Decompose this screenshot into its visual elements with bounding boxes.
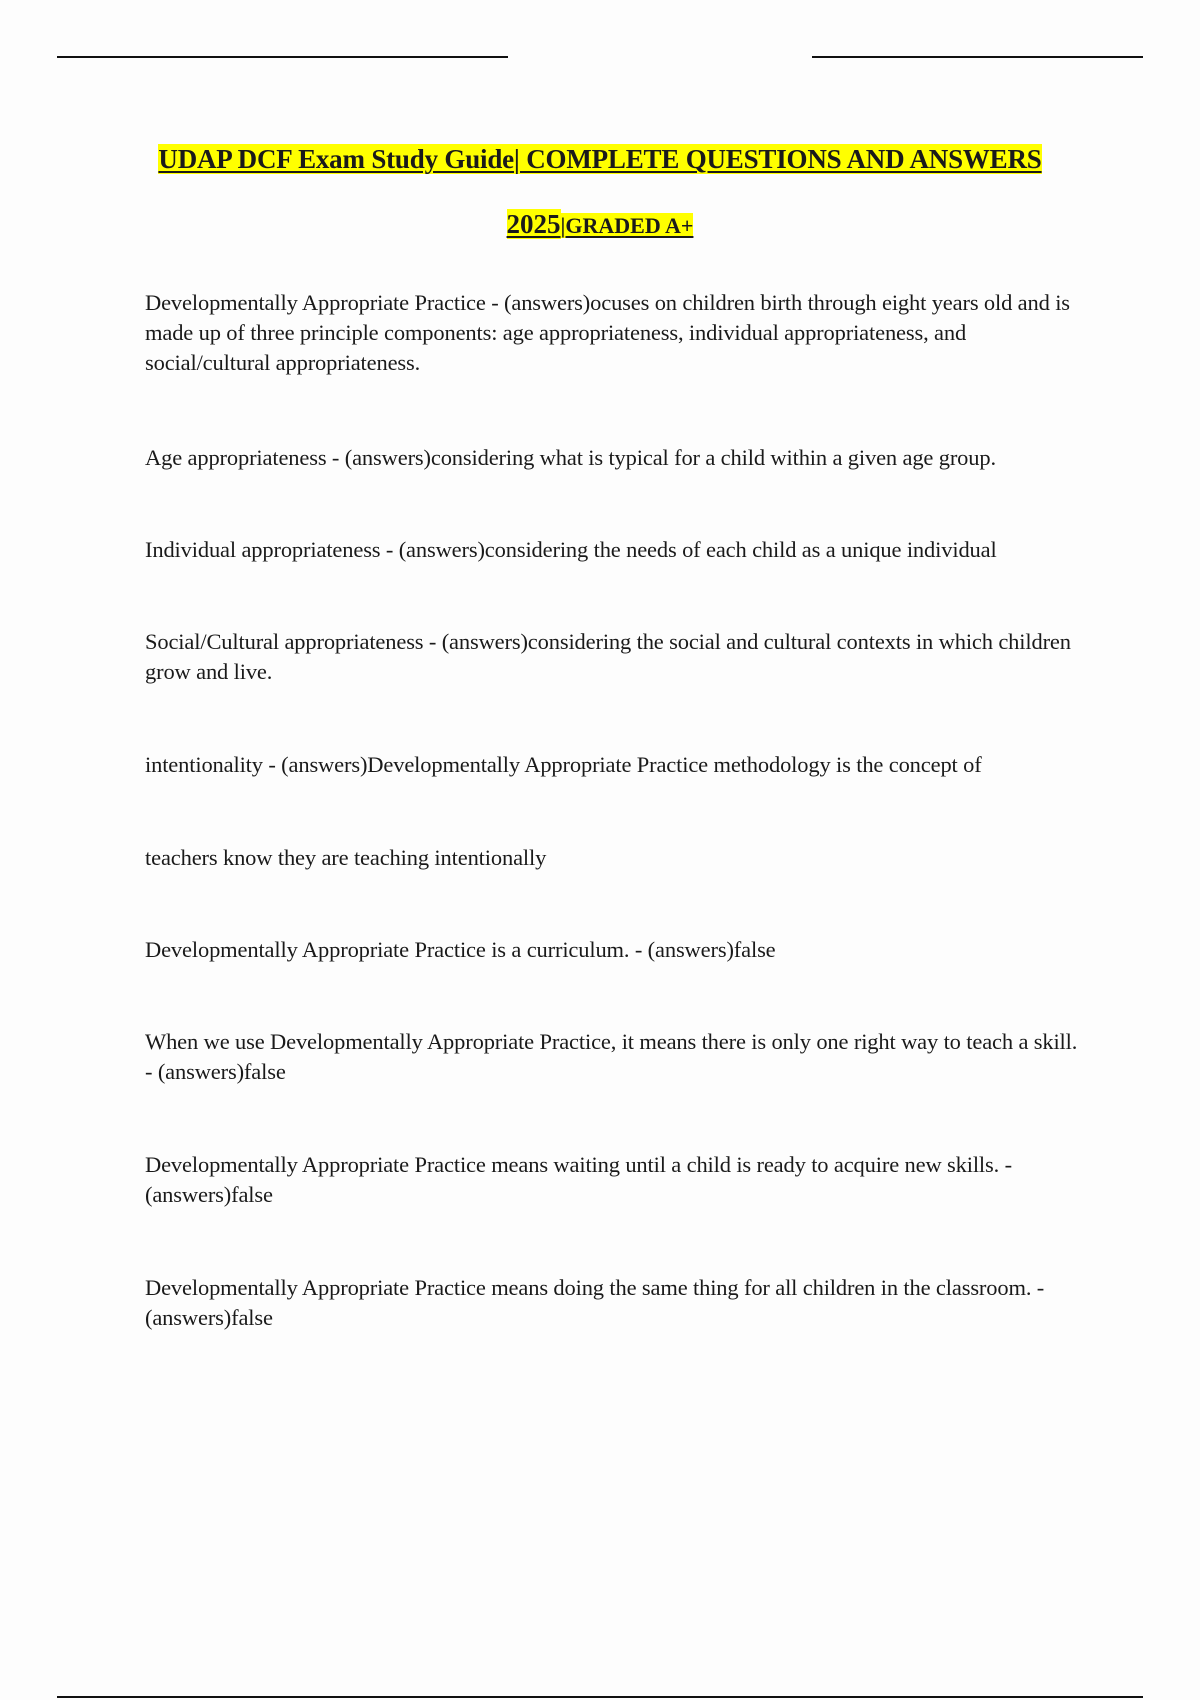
qa-entry: Individual appropriateness - (answers)considering the needs of each child as a unique individual xyxy=(145,537,997,562)
qa-entry: Developmentally Appropriate Practice means waiting until a child is ready to acquire new skills. - (answers)false xyxy=(145,1152,1012,1207)
qa-entry: Social/Cultural appropriateness - (answers)considering the social and cultural contexts in which children grow and live. xyxy=(145,629,1071,684)
qa-entry: Developmentally Appropriate Practice means doing the same thing for all children in the classroom. - (answers)false xyxy=(145,1275,1045,1330)
header-rule-left xyxy=(57,56,508,58)
footer-rule xyxy=(57,1696,1143,1698)
header-rule-right xyxy=(812,56,1143,58)
qa-entry: Developmentally Appropriate Practice - (answers)ocuses on children birth through eight years old and is made up of three principle components: age appropriateness, individual appropriateness, and social/cultural appropriateness. xyxy=(145,290,1070,375)
title-year: 2025 xyxy=(506,209,561,239)
document-subtitle xyxy=(0,209,1200,240)
qa-entry: intentionality - (answers)Developmentally Appropriate Practice methodology is the concept of xyxy=(145,752,982,777)
qa-entry: teachers know they are teaching intentionally xyxy=(145,845,547,870)
qa-entry: Age appropriateness - (answers)considering what is typical for a child within a given age group. xyxy=(145,445,996,470)
qa-entry: When we use Developmentally Appropriate Practice, it means there is only one right way to teach a skill. - (answers)false xyxy=(145,1029,1078,1084)
document-title xyxy=(0,144,1200,175)
title-line-1: UDAP DCF Exam Study Guide| COMPLETE QUESTIONS AND ANSWERS xyxy=(158,144,1042,174)
title-grade: |GRADED A+ xyxy=(560,213,694,238)
qa-entry: Developmentally Appropriate Practice is a curriculum. - (answers)false xyxy=(145,937,776,962)
